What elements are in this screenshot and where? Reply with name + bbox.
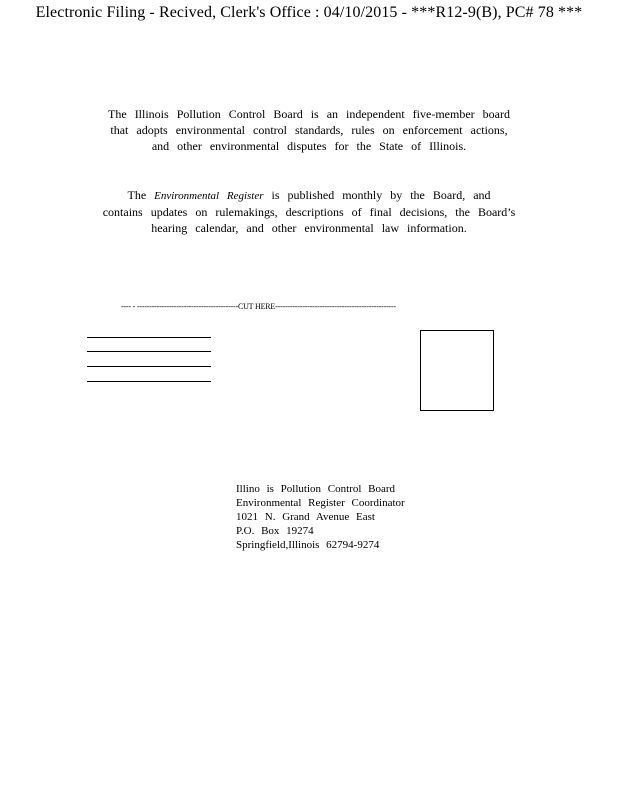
mailing-address <box>236 482 405 552</box>
postage-stamp-box <box>420 330 494 411</box>
register-description-line: contains updates on rulemakings, descriptions of final decisions, the Board’s <box>102 205 516 219</box>
return-address-blank-line <box>87 337 211 338</box>
cut-here-line: ---- - -----------------------------------------CUT HERE------------------------------------------------- <box>121 302 396 311</box>
filing-stamp-header: Electronic Filing - Recived, Clerk's Office : 04/10/2015 - ***R12-9(B), PC# 78 *** <box>35 4 583 21</box>
register-description <box>80 187 538 236</box>
address-line: 1021 N. Grand Avenue East <box>236 511 375 523</box>
register-line-end: is published monthly by the Board, and <box>263 188 491 202</box>
return-address-blank-line <box>87 351 211 352</box>
board-description <box>80 106 538 154</box>
address-line: P.O. Box 19274 <box>236 525 314 537</box>
register-description-line <box>80 187 538 204</box>
register-description-line: hearing calendar, and other environmental law information. <box>151 221 467 235</box>
address-line: Illino is Pollution Control Board <box>236 483 396 495</box>
address-line: Environmental Register Coordinator <box>236 497 405 509</box>
board-description-line: and other environmental disputes for the State of Illinois. <box>151 139 467 153</box>
return-address-blank-line <box>87 366 211 367</box>
board-description-line: that adopts environmental control standards, rules on enforcement actions, <box>110 123 508 137</box>
board-description-line: The Illinois Pollution Control Board is an independent five-member board <box>108 107 510 121</box>
publication-title: Environmental Register <box>154 190 264 202</box>
return-address-blank-line <box>87 381 211 382</box>
register-line-start: The <box>127 188 155 202</box>
address-line: Springfield,Illinois 62794-9274 <box>236 539 380 551</box>
